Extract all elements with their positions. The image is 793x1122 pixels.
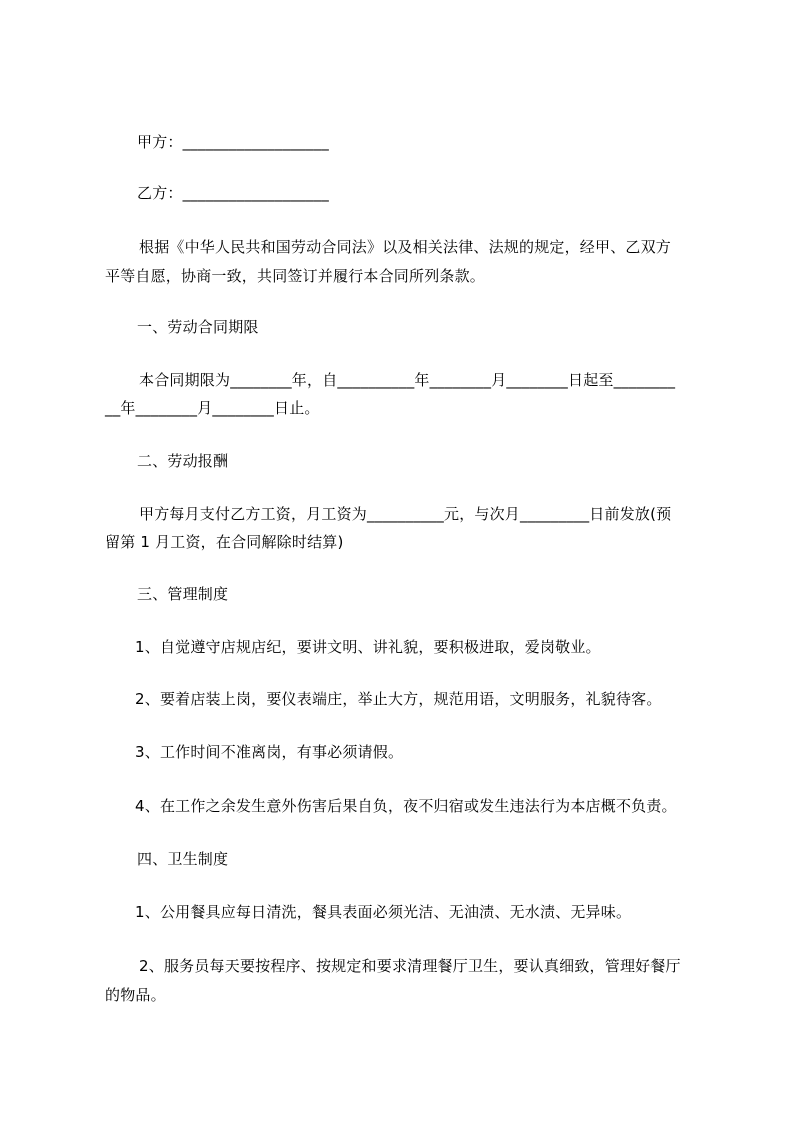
section-1-heading: 一、劳动合同期限	[137, 318, 259, 336]
party-b-line: 乙方：___________________	[137, 184, 329, 202]
section-3-item-2: 2、要着店装上岗，要仪表端庄，举止大方，规范用语，文明服务，礼貌待客。	[135, 690, 662, 708]
section-1-line-1: 本合同期限为________年，自__________年________月________日起至________	[139, 371, 676, 389]
section-4-item-1: 1、公用餐具应每日清洗，餐具表面必须光洁、无油渍、无水渍、无异味。	[135, 903, 632, 921]
section-4-item-2-line-2: 的物品。	[105, 986, 166, 1004]
section-2-line-1: 甲方每月支付乙方工资，月工资为__________元，与次月_________日前发放(预	[139, 505, 672, 523]
preamble-line-2: 平等自愿，协商一致，共同签订并履行本合同所列条款。	[105, 267, 486, 285]
section-3-item-3: 3、工作时间不准离岗，有事必须请假。	[135, 743, 404, 761]
section-4-item-2-line-1: 2、服务员每天要按程序、按规定和要求清理餐厅卫生，要认真细致，管理好餐厅	[139, 957, 681, 975]
section-4-heading: 四、卫生制度	[137, 850, 229, 868]
section-3-item-1: 1、自觉遵守店规店纪，要讲文明、讲礼貌，要积极进取，爱岗敬业。	[135, 638, 601, 656]
party-a-line: 甲方：___________________	[137, 133, 329, 151]
section-3-item-4: 4、在工作之余发生意外伤害后果自负，夜不归宿或发生违法行为本店概不负责。	[135, 797, 677, 815]
preamble-line-1: 根据《中华人民共和国劳动合同法》以及相关法律、法规的规定，经甲、乙双方	[139, 238, 672, 256]
section-1-line-2: __年________月________日止。	[105, 399, 320, 417]
section-3-heading: 三、管理制度	[137, 585, 229, 603]
section-2-line-2: 留第 1 月工资，在合同解除时结算)	[105, 533, 344, 551]
section-2-heading: 二、劳动报酬	[137, 452, 229, 470]
